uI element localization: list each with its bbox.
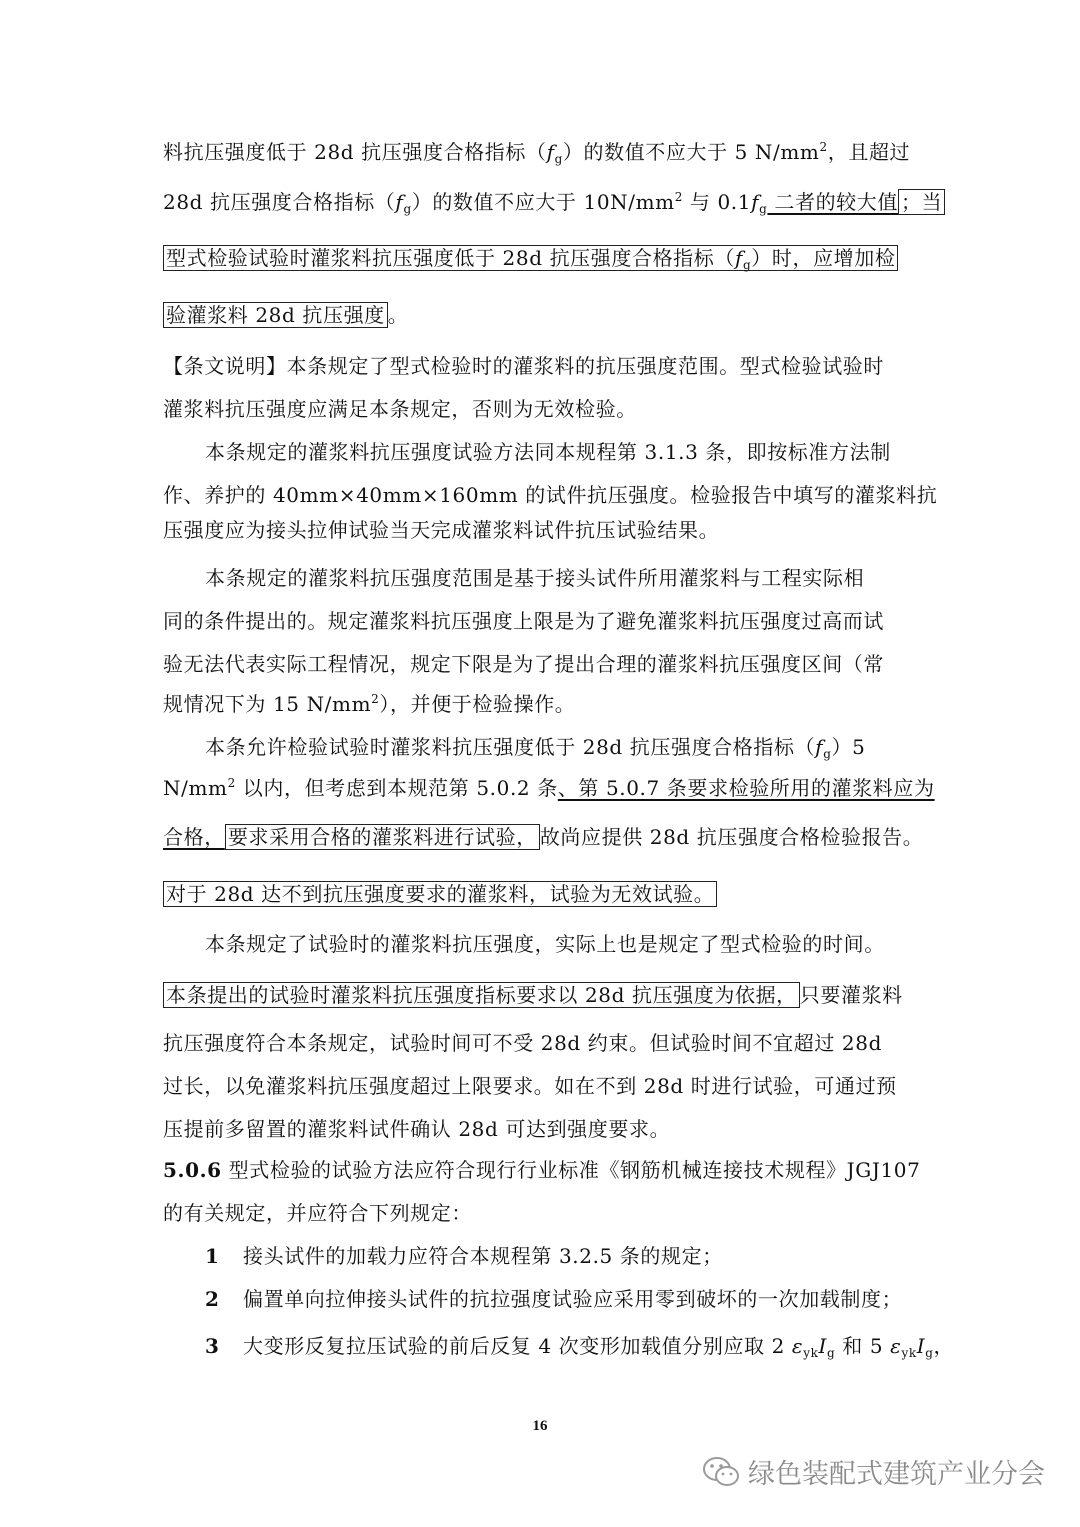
text-line: 本条规定了试验时的灌浆料抗压强度，实际上也是规定了型式检验的时间。	[205, 932, 885, 956]
highlight-box: 要求采用合格的灌浆料进行试验，	[225, 824, 540, 850]
highlight-box: ；当	[898, 189, 945, 215]
text-line: 验灌浆料 28d 抗压强度 。	[163, 300, 408, 330]
text-line: 灌浆料抗压强度应满足本条规定，否则为无效检验。	[163, 397, 637, 421]
text-line: 抗压强度符合本条规定，试验时间可不受 28d 约束。但试验时间不宜超过 28d	[163, 1031, 882, 1055]
watermark	[702, 1452, 1045, 1491]
text-line: 料抗压强度低于 28d 抗压强度合格指标$(f_g)$的数值不应大于 5 $N/mm^2$，且超过	[163, 140, 911, 166]
text-line: $N/mm^2$ 以内，但考虑到本规范第 5.0.2 条、第 5.0.7 条要求检验所用的灌浆料应为	[163, 776, 935, 800]
text-line: 本条允许检验试验时灌浆料抗压强度低于 28d 抗压强度合格指标$(f_g)5$	[205, 735, 866, 761]
highlight-box: 对于 28d 达不到抗压强度要求的灌浆料，试验为无效试验。	[163, 881, 717, 907]
highlight-box: 本条提出的试验时灌浆料抗压强度指标要求以 28d 抗压强度为依据，	[163, 982, 800, 1008]
list-item: 3 大变形反复拉压试验的前后反复 4 次变形加载值分别应取 2 $\varepsilon_{yk}I_g$ 和 5 $\varepsilon_{yk}I_g$，	[205, 1334, 955, 1360]
clause-heading: 5.0.6 型式检验的试验方法应符合现行行业标准《钢筋机械连接技术规程》JGJ107	[163, 1158, 921, 1182]
list-item: 1 接头试件的加载力应符合本规程第 3.2.5 条的规定；	[205, 1244, 723, 1268]
explanation-heading-line: 【条文说明】本条规定了型式检验时的灌浆料的抗压强度范围。型式检验试验时	[163, 354, 884, 378]
text-line: 本条规定的灌浆料抗压强度范围是基于接头试件所用灌浆料与工程实际相	[205, 566, 865, 590]
text-line: 规情况下为 15 $N/mm^2$），并便于检验操作。	[163, 692, 576, 716]
text-line: 同的条件提出的。规定灌浆料抗压强度上限是为了避免灌浆料抗压强度过高而试	[163, 609, 884, 633]
text-line: 压提前多留置的灌浆料试件确认 28d 可达到强度要求。	[163, 1117, 671, 1141]
text-line: 作、养护的 40mm×40mm×160mm 的试件抗压强度。检验报告中填写的灌浆料抗	[163, 483, 938, 507]
text-line: 压强度应为接头拉伸试验当天完成灌浆料试件抗压试验结果。	[163, 518, 720, 542]
highlight-box: 验灌浆料 28d 抗压强度	[163, 302, 388, 328]
text-line: 28d 抗压强度合格指标$(f_g)$的数值不应大于 $10N/mm^2$ 与 $0.1f_g$ 二者的较大值 ；当	[163, 187, 945, 217]
text-line: 本条提出的试验时灌浆料抗压强度指标要求以 28d 抗压强度为依据， 只要灌浆料	[163, 980, 903, 1010]
list-item: 2 偏置单向拉伸接头试件的抗拉强度试验应采用零到破坏的一次加载制度；	[205, 1287, 903, 1311]
clause-number: 5.0.6	[163, 1158, 222, 1182]
text-line: 过长，以免灌浆料抗压强度超过上限要求。如在不到 28d 时进行试验，可通过预	[163, 1074, 897, 1098]
text-line: 合格， 要求采用合格的灌浆料进行试验， 故尚应提供 28d 抗压强度合格检验报告。	[163, 825, 924, 849]
text-line: 的有关规定，并应符合下列规定：	[163, 1201, 472, 1225]
wechat-icon	[702, 1455, 740, 1489]
text-line	[163, 243, 898, 273]
text-line	[163, 879, 717, 909]
text-line: 验无法代表实际工程情况，规定下限是为了提出合理的灌浆料抗压强度区间（常	[163, 652, 884, 676]
text-line: 本条规定的灌浆料抗压强度试验方法同本规程第 3.1.3 条，即按标准方法制	[205, 440, 891, 464]
page-number: 16	[532, 1418, 548, 1434]
highlight-box: 型式检验试验时灌浆料抗压强度低于 28d 抗压强度合格指标$(f_g)$时，应增加检	[163, 245, 898, 271]
watermark-text: 绿色装配式建筑产业分会	[748, 1459, 1045, 1490]
